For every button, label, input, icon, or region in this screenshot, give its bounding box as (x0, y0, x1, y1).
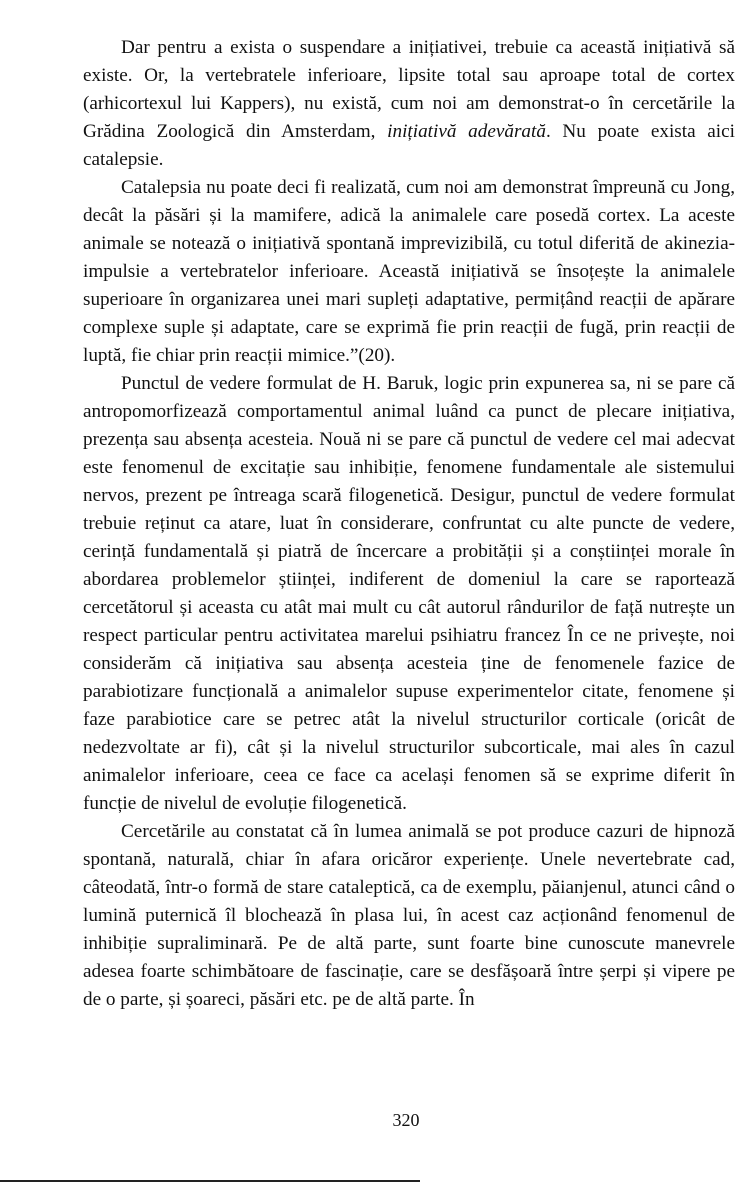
paragraph-1-text-start: Dar pentru a exista o suspendare a inițiativei, trebuie ca această inițiativă să existe. Or, la vertebratele inferioare, lipsite total sau aproape total de cortex (arhicortexul lui Kappers), nu există, cum noi am demonstrat-o în cercetările la Grădina Zoologică din Amsterdam, (83, 37, 735, 142)
paragraph-1 (83, 34, 735, 174)
paragraph-3: Punctul de vedere formulat de H. Baruk, logic prin expunerea sa, ni se pare că antropomorfizează comportamentul animal luând ca punct de plecare inițiativa, prezența sau absența acesteia. Nouă ni se pare că punctul de vedere cel mai adecvat este fenomenul de excitație sau inhibiție, fenomene fundamentale ale sistemului nervos, prezent pe întreaga scară filogenetică. Desigur, punctul de vedere formulat trebuie reținut ca atare, luat în considerare, confruntat cu alte puncte de vedere, cerință fundamentală și piatră de încercare a probității și a conștiinței morale în abordarea problemelor științei, indiferent de domeniul la care se raportează cercetătorul și aceasta cu atât mai mult cu cât autorul rândurilor de față nutrește un respect particular pentru activitatea marelui psihiatru francez În ce ne privește, noi considerăm că inițiativa sau absența acesteia ține de fenomenele fazice de parabiotizare funcțională a animalelor supuse experimentelor citate, fenomene și faze parabiotice care se petrec atât la nivelul structurilor corticale (oricât de nedezvoltate ar fi), cât și la nivelul structurilor subcorticale, mai ales în cazul animalelor inferioare, ceea ce face ca același fenomen să se exprime diferit în funcție de nivelul de evoluție filogenetică. (83, 373, 735, 814)
paragraph-4: Cercetările au constatat că în lumea animală se pot produce cazuri de hipnoză spontană, naturală, chiar în afara oricăror experiențe. Unele nevertebrate cad, câteodată, într-o formă de stare cataleptică, ca de exemplu, păianjenul, atunci când o lumină puternică îl blochează în plasa lui, în acest caz acționând fenomenul de inhibiție supraliminară. Pe de altă parte, sunt foarte bine cunoscute manevrele adesea foarte schimbătoare de fascinație, care se desfășoară între șerpi și vipere pe de o parte, și șoareci, păsări etc. pe de altă parte. În (83, 821, 735, 1010)
bottom-rule (0, 1180, 420, 1182)
paragraph-2: Catalepsia nu poate deci fi realizată, cum noi am demonstrat împreună cu Jong, decât la păsări și la mamifere, adică la animalele care posedă cortex. La aceste animale se notează o inițiativă spontană imprevizibilă, cu totul diferită de akinezia-impulsie a vertebratelor inferioare. Această inițiativă se însoțește la animalele superioare în organizarea unei mari supleți adaptative, permițând reacții de apărare complexe suple și adaptate, care se exprimă fie prin reacții de fugă, prin reacții de luptă, fie chiar prin reacții mimice.”(20). (83, 177, 735, 366)
body-text (83, 34, 735, 1014)
paragraph-1-text-end: . Nu poate exista aici catalepsie. (83, 121, 735, 170)
page-number: 320 (392, 1110, 420, 1130)
paragraph-1-emphasis: inițiativă adevărată (387, 121, 546, 142)
